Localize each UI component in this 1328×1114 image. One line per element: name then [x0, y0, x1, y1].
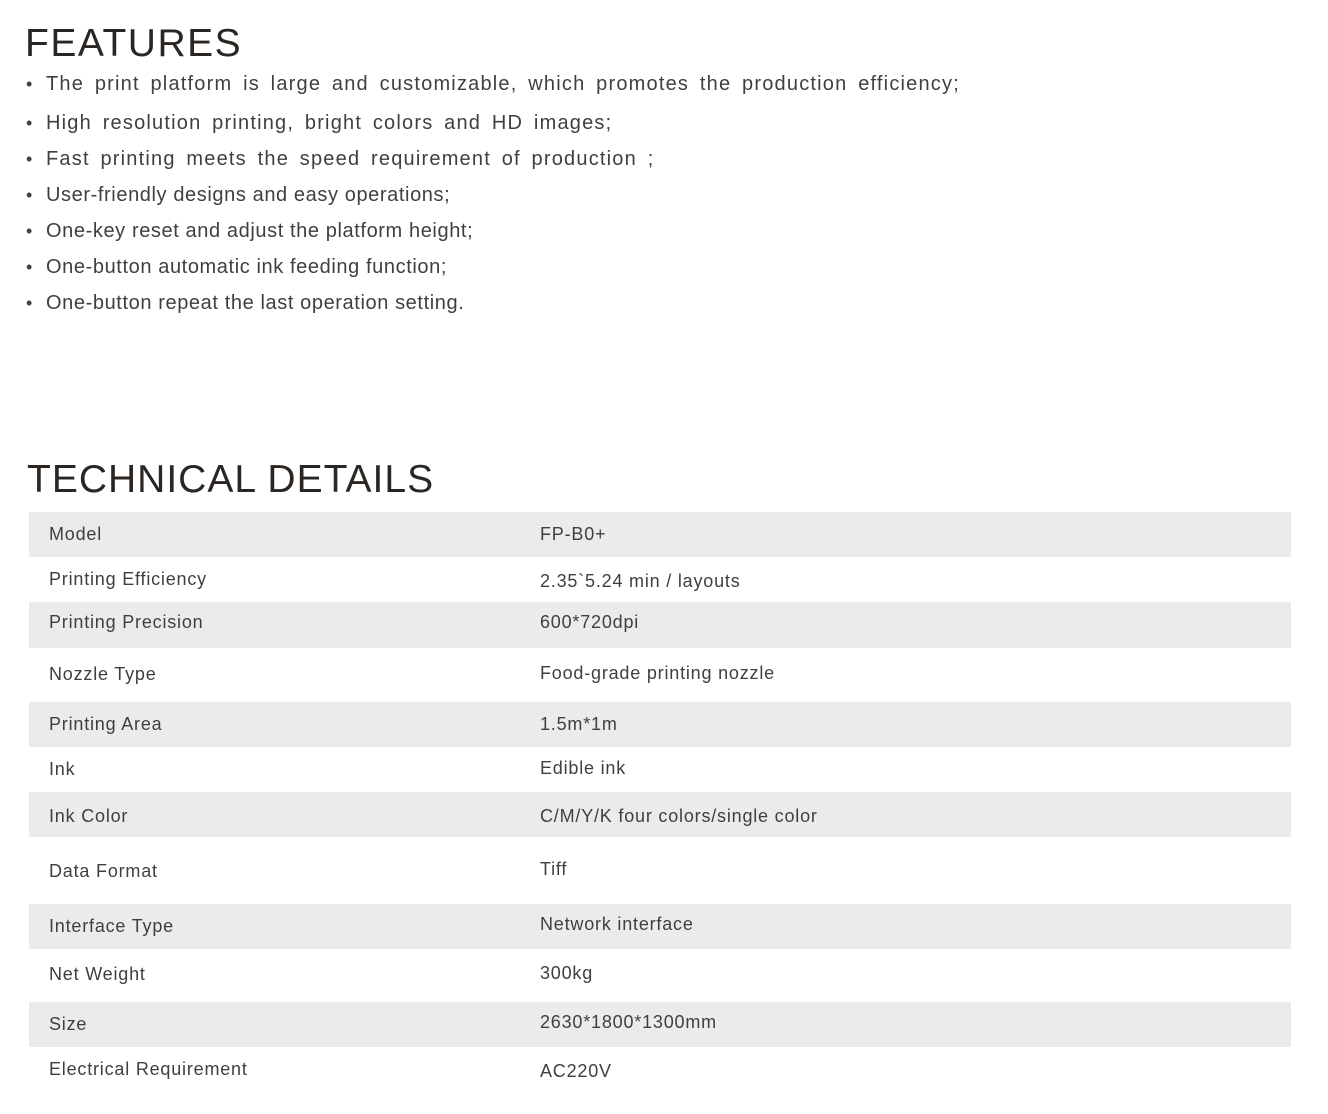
spec-value: Network interface — [540, 914, 694, 934]
feature-text: The print platform is large and customizable, which promotes the production efficiency; — [46, 73, 960, 95]
spec-label: Data Format — [49, 861, 158, 881]
feature-item — [26, 109, 612, 137]
bullet: • — [26, 185, 33, 205]
spec-label: Printing Area — [49, 714, 163, 734]
spec-value: C/M/Y/K four colors/single color — [540, 806, 818, 826]
spec-label: Nozzle Type — [49, 664, 157, 684]
spec-row — [29, 904, 1291, 949]
spec-row — [29, 512, 1291, 557]
spec-label: Ink — [49, 759, 76, 779]
spec-label: Electrical Requirement — [49, 1059, 248, 1079]
spec-row — [29, 1047, 1291, 1095]
spec-row — [29, 747, 1291, 792]
feature-text: High resolution printing, bright colors and HD images; — [46, 112, 613, 134]
bullet: • — [26, 293, 33, 313]
spec-row — [29, 837, 1291, 904]
spec-value: AC220V — [540, 1061, 612, 1081]
feature-item — [26, 289, 464, 317]
spec-label: Interface Type — [49, 916, 174, 936]
spec-row — [29, 702, 1291, 747]
spec-value: Tiff — [540, 859, 568, 879]
feature-item — [26, 145, 654, 173]
features-title: FEATURES — [25, 22, 243, 65]
bullet: • — [26, 149, 34, 169]
feature-text: One-button automatic ink feeding function; — [46, 256, 447, 278]
bullet: • — [26, 257, 33, 277]
spec-label: Ink Color — [49, 806, 129, 826]
bullet: • — [26, 113, 34, 133]
spec-row — [29, 648, 1291, 702]
spec-value: 1.5m*1m — [540, 714, 618, 734]
feature-item — [26, 181, 450, 209]
spec-value: 600*720dpi — [540, 612, 640, 632]
spec-value: Food-grade printing nozzle — [540, 663, 775, 683]
technical-details-title: TECHNICAL DETAILS — [27, 458, 435, 501]
spec-value: 2.35`5.24 min / layouts — [540, 571, 741, 591]
spec-row — [29, 949, 1291, 1002]
spec-value: Edible ink — [540, 758, 627, 778]
spec-value: 300kg — [540, 963, 594, 983]
spec-label: Model — [49, 524, 103, 544]
feature-item — [26, 70, 960, 98]
spec-row — [29, 1002, 1291, 1047]
feature-text: One-button repeat the last operation setting. — [46, 292, 465, 314]
feature-item — [26, 253, 447, 281]
spec-row — [29, 792, 1291, 837]
feature-text: User-friendly designs and easy operations; — [46, 184, 451, 206]
feature-text: Fast printing meets the speed requirement of production ; — [46, 148, 655, 170]
spec-value: 2630*1800*1300mm — [540, 1012, 717, 1032]
spec-label: Printing Precision — [49, 612, 204, 632]
spec-label: Printing Efficiency — [49, 569, 207, 589]
bullet: • — [26, 221, 33, 241]
spec-row — [29, 557, 1291, 602]
spec-label: Size — [49, 1014, 88, 1034]
spec-value: FP-B0+ — [540, 524, 607, 544]
feature-item — [26, 217, 473, 245]
bullet: • — [26, 74, 34, 94]
spec-label: Net Weight — [49, 964, 146, 984]
spec-row — [29, 602, 1291, 648]
feature-text: One-key reset and adjust the platform height; — [46, 220, 474, 242]
